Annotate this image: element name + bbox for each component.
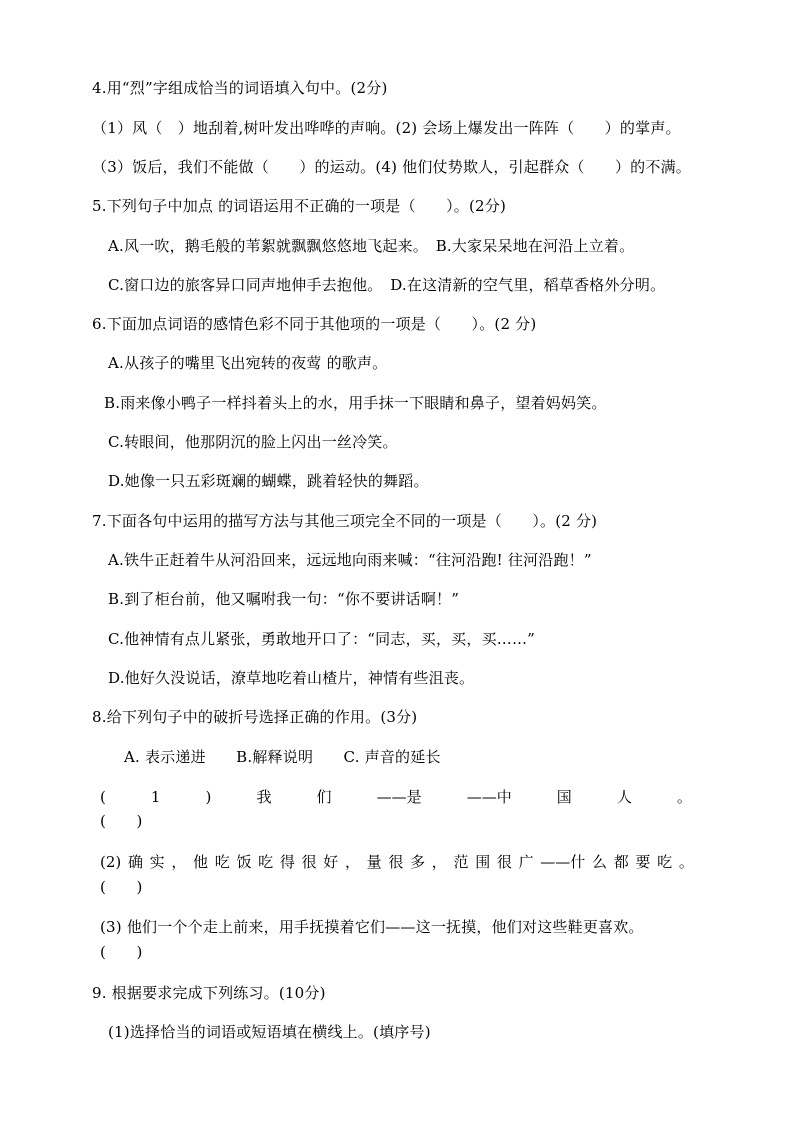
q8-s2-part: 么 — [592, 853, 608, 871]
q8-s2-part: 饭 — [236, 853, 252, 871]
q7-option-a: A.铁牛正赶着牛从河沿回来，远远地向雨来喊：“往河沿跑! 往河沿跑！” — [108, 551, 592, 569]
q8-answer-blank-2: ( ) — [100, 878, 143, 896]
q8-options: A. 表示递进 B.解释说明 C. 声音的延长 — [124, 748, 441, 766]
q8-s1-part: 人 — [616, 788, 632, 806]
q5-line2: C.窗口边的旅客异口同声地伸手去抱他。 D.在这清新的空气里，稻草香格外分明。 — [108, 276, 666, 294]
q6-option-c: C.转眼间，他那阴沉的脸上闪出一丝冷笑。 — [108, 433, 398, 451]
q8-s2-part: 范 — [453, 853, 469, 871]
q4-line1: （1）风（ ）地刮着,树叶发出哗哗的声响。(2) 会场上爆发出一阵阵（ ）的掌声。 — [92, 119, 681, 137]
q8-s1-part: ——是 — [376, 788, 422, 806]
q8-s2-part: ， — [431, 853, 447, 871]
q9-sub1: (1)选择恰当的词语或短语填在横线上。(填序号) — [108, 1023, 431, 1041]
q6-option-a: A.从孩子的嘴里飞出宛转的夜莺 的歌声。 — [108, 354, 388, 372]
q7-title: 7.下面各句中运用的描写方法与其他三项完全不同的一项是（ ）。(2 分) — [92, 512, 598, 530]
q8-s2-part: 吃 — [657, 853, 673, 871]
q8-s2-part: ——什 — [540, 853, 586, 871]
q4-line2: （3）饭后，我们不能做（ ）的运动。(4) 他们仗势欺人，引起群众（ ）的不满。 — [92, 158, 691, 176]
q7-option-c: C.他神情有点儿紧张，勇敢地开口了：“同志，买，买，买……” — [108, 630, 536, 648]
q8-s2-part: 围 — [475, 853, 491, 871]
q5-line1: A.风一吹，鹅毛般的苇絮就飘飘悠悠地飞起来。 B.大家呆呆地在河沿上立着。 — [108, 237, 635, 255]
q8-s1-part: 我 — [256, 788, 272, 806]
q8-s1-part: 国 — [556, 788, 572, 806]
q8-s2-part: 都 — [613, 853, 629, 871]
q8-s1-part: ) — [205, 788, 212, 806]
q8-s2-part: ， — [344, 853, 360, 871]
q8-s2-part: 确 — [127, 853, 143, 871]
q8-s1-part: 们 — [316, 788, 332, 806]
q8-s2-part: 要 — [635, 853, 651, 871]
q9-title: 9. 根据要求完成下列练习。(10分) — [92, 984, 326, 1002]
q8-s1-part: ——中 — [466, 788, 512, 806]
q6-option-b: B.雨来像小鸭子一样抖着头上的水，用手抹一下眼睛和鼻子，望着妈妈笑。 — [104, 394, 607, 412]
q8-sentence-2 — [100, 852, 694, 872]
q4-title: 4.用“烈”字组成恰当的词语填入句中。(2分) — [92, 79, 388, 97]
q8-s1-part: ( — [100, 788, 106, 806]
q8-s2-part: 实 — [149, 853, 165, 871]
q8-s2-part: 多 — [410, 853, 426, 871]
q8-s2-part: 他 — [193, 853, 209, 871]
q7-option-d: D.他好久没说话，潦草地吃着山楂片，神情有些沮丧。 — [108, 669, 475, 687]
q8-s2-part: 广 — [518, 853, 534, 871]
q8-sentence-1 — [100, 787, 692, 807]
q8-s2-part: 吃 — [258, 853, 274, 871]
q8-answer-blank-3: ( ) — [100, 943, 143, 961]
q8-s2-part: ， — [171, 853, 187, 871]
q5-title: 5.下列句子中加点 的词语运用不正确的一项是（ ）。(2分) — [92, 197, 507, 215]
q8-s2-part: 好 — [323, 853, 339, 871]
q8-answer-blank-1: ( ) — [100, 812, 143, 830]
q8-s2-part: 得 — [279, 853, 295, 871]
q8-s2-part: 吃 — [214, 853, 230, 871]
q8-s2-part: (2) — [100, 853, 122, 871]
q8-s2-part: 量 — [366, 853, 382, 871]
q6-title: 6.下面加点词语的感情色彩不同于其他项的一项是（ ）。(2 分) — [92, 315, 537, 333]
q8-s1-part: 1 — [150, 788, 161, 806]
q8-s2-part: 很 — [301, 853, 317, 871]
q8-title: 8.给下列句子中的破折号选择正确的作用。(3分) — [92, 708, 418, 726]
q8-s2-part: 。 — [678, 853, 694, 871]
q8-s2-part: 很 — [496, 853, 512, 871]
q8-sentence-3: (3) 他们一个个走上前来，用手抚摸着它们——这一抚摸，他们对这些鞋更喜欢。 — [100, 918, 644, 936]
q6-option-d: D.她像一只五彩斑斓的蝴蝶，跳着轻快的舞蹈。 — [108, 472, 429, 490]
q8-s2-part: 很 — [388, 853, 404, 871]
q7-option-b: B.到了柜台前，他又嘱咐我一句：“你不要讲话啊！” — [108, 590, 460, 608]
q8-s1-part: 。 — [676, 788, 692, 806]
